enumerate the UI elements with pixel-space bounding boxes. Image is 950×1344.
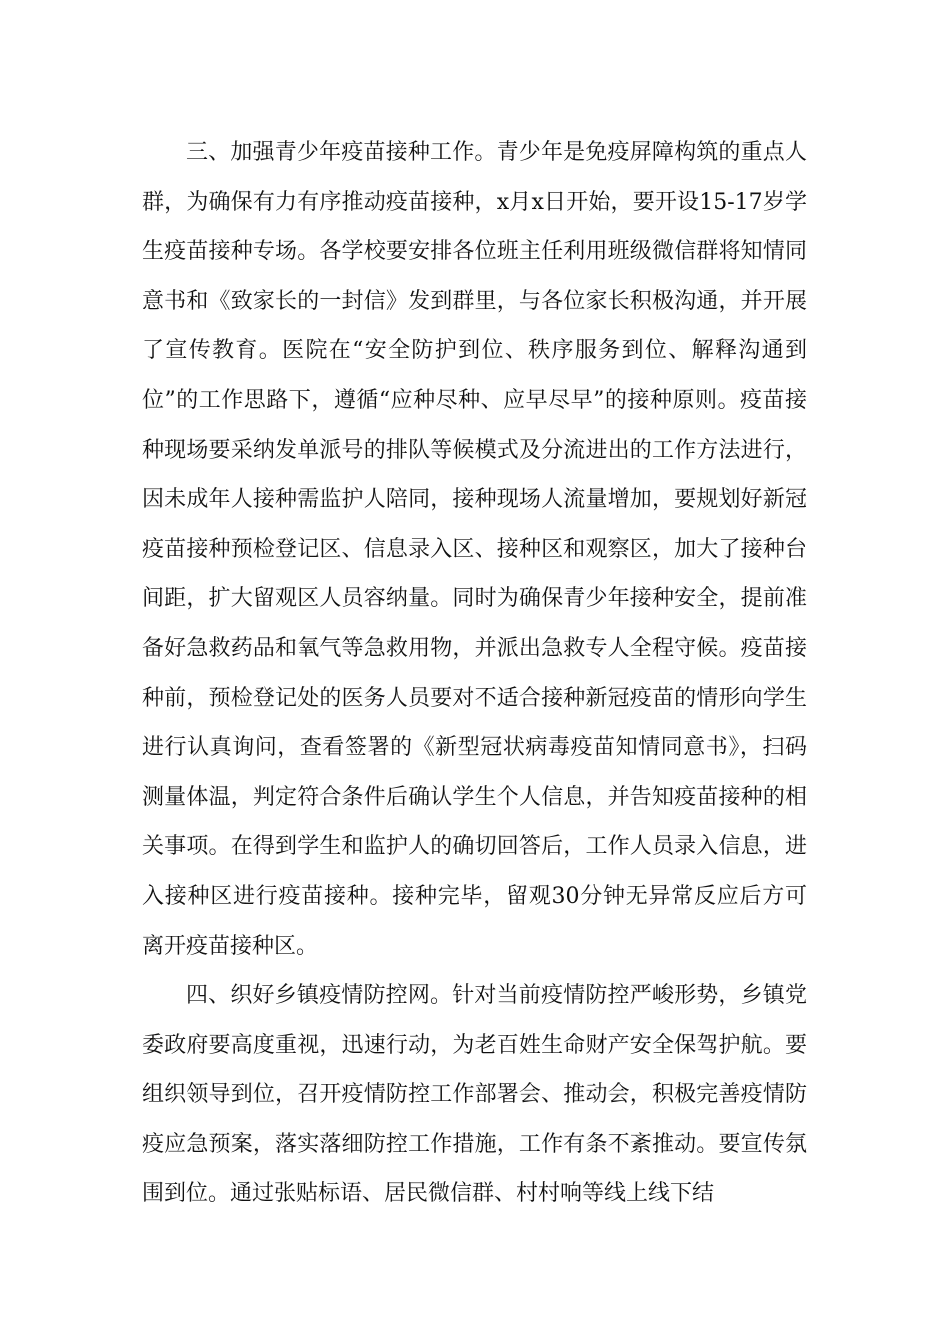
document-body — [142, 128, 807, 1219]
paragraph-teen-vaccination: 三、加强青少年疫苗接种工作。青少年是免疫屏障构筑的重点人群，为确保有力有序推动疫苗接种，x月x日开始，要开设15-17岁学生疫苗接种专场。各学校要安排各位班主任利用班级微信群将知情同意书和《致家长的一封信》发到群里，与各位家长积极沟通，并开展了宣传教育。医院在“安全防护到位、秩序服务到位、解释沟通到位”的工作思路下，遵循“应种尽种、应早尽早”的接种原则。疫苗接种现场要采纳发单派号的排队等候模式及分流进出的工作方法进行，因未成年人接种需监护人陪同，接种现场人流量增加，要规划好新冠疫苗接种预检登记区、信息录入区、接种区和观察区，加大了接种台间距，扩大留观区人员容纳量。同时为确保青少年接种安全，提前准备好急救药品和氧气等急救用物，并派出急救专人全程守候。疫苗接种前，预检登记处的医务人员要对不适合接种新冠疫苗的情形向学生进行认真询问，查看签署的《新型冠状病毒疫苗知情同意书》，扫码测量体温，判定符合条件后确认学生个人信息，并告知疫苗接种的相关事项。在得到学生和监护人的确切回答后，工作人员录入信息，进入接种区进行疫苗接种。接种完毕，留观30分钟无异常反应后方可离开疫苗接种区。 — [142, 140, 807, 959]
paragraph-township-prevention: 四、织好乡镇疫情防控网。针对当前疫情防控严峻形势，乡镇党委政府要高度重视，迅速行动，为老百姓生命财产安全保驾护航。要组织领导到位，召开疫情防控工作部署会、推动会，积极完善疫情防疫应急预案，落实落细防控工作措施，工作有条不紊推动。要宣传氛围到位。通过张贴标语、居民微信群、村村响等线上线下结 — [142, 983, 807, 1207]
